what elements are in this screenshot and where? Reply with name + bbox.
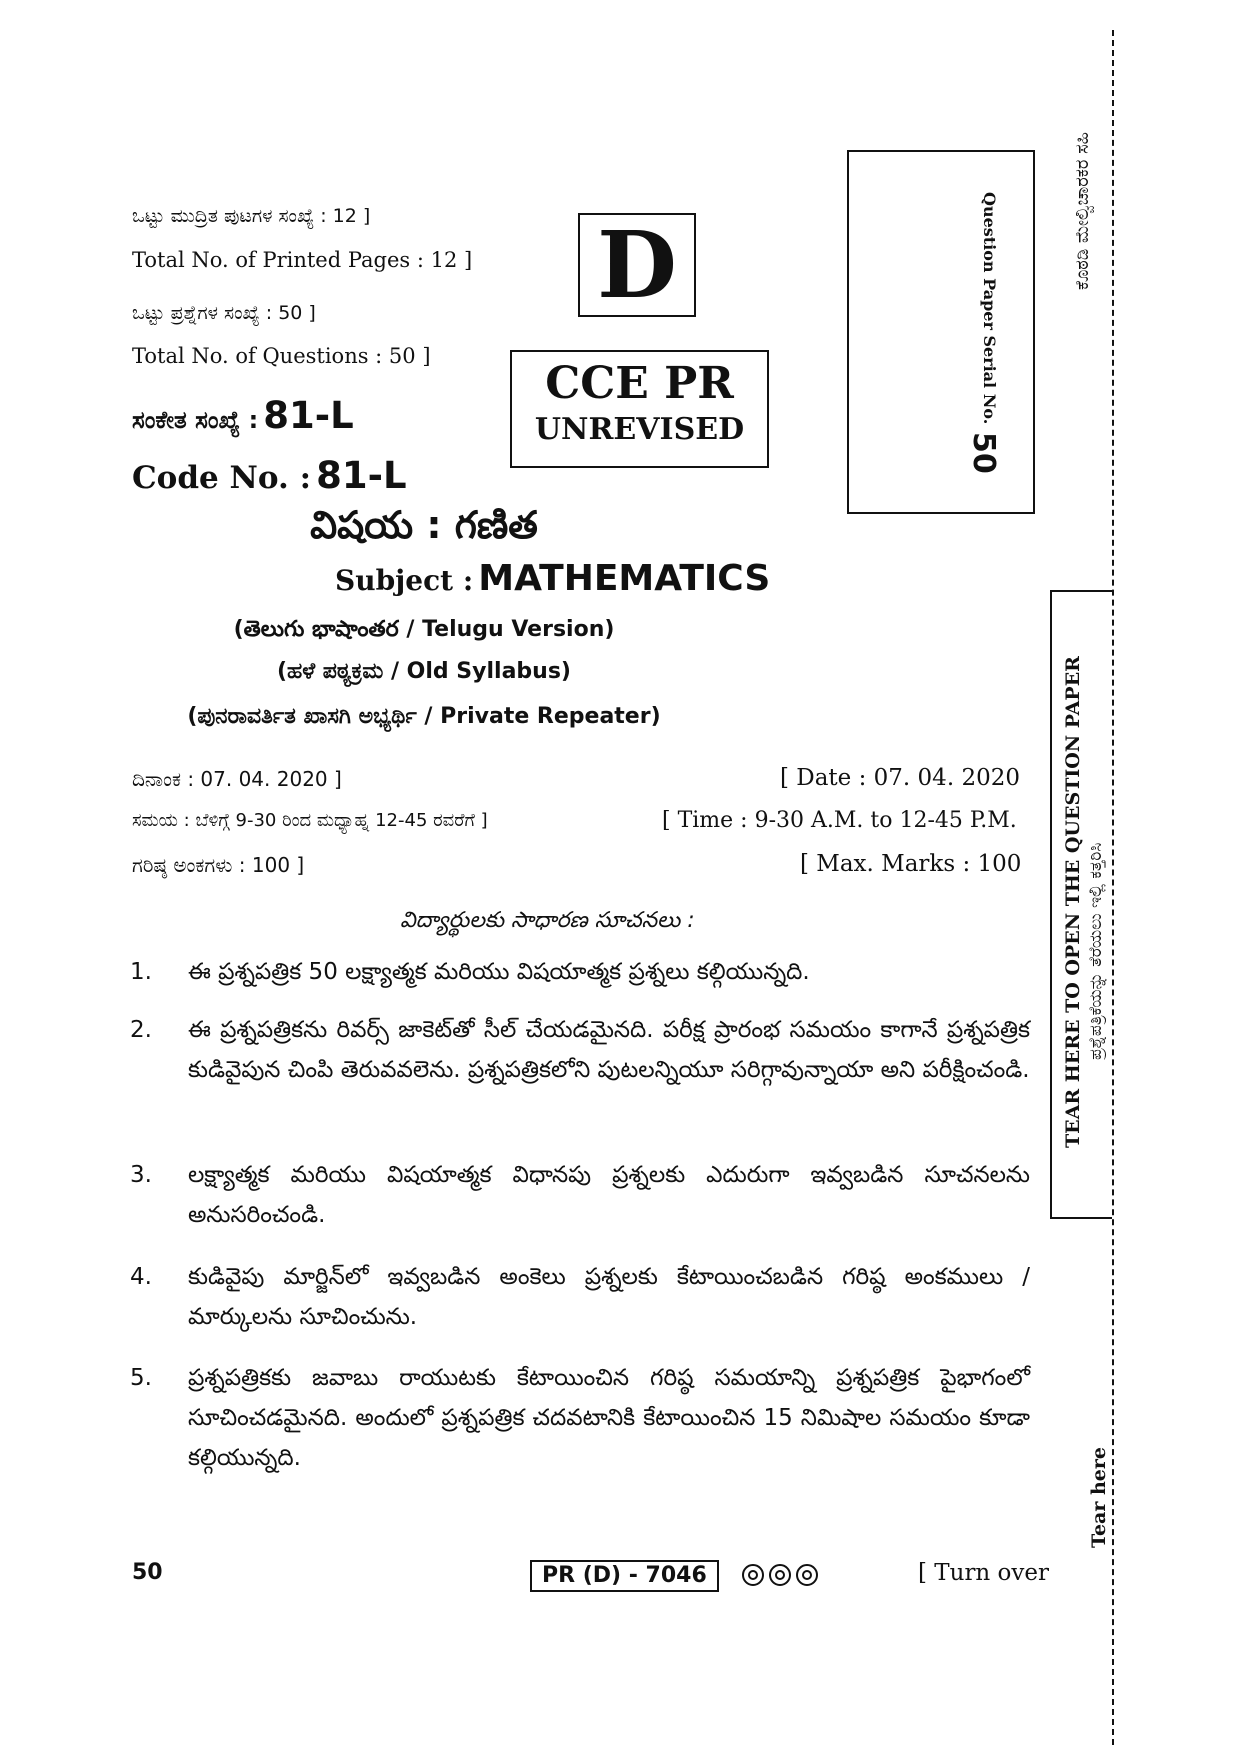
version-letter-box [578, 213, 696, 317]
subject-value: MATHEMATICS [478, 558, 771, 599]
instruction-item [130, 1257, 1030, 1337]
private-repeater-line: (ಪುನರಾವರ್ತಿತ ಖಾಸಗಿ ಅಭ್ಯರ್ಥಿ / Private Repeater) [187, 704, 661, 729]
printed-pages-english: Total No. of Printed Pages : 12 ] [132, 248, 473, 272]
serial-number-box [847, 150, 1035, 514]
serial-number-value: 50 [966, 432, 1001, 474]
instruction-number: 1. [130, 959, 152, 985]
turn-over-label: [ Turn over [918, 1560, 1050, 1586]
instruction-text: కుడివైపు మార్జిన్‌లో ఇవ్వబడిన అంకెలు ప్రశ్నలకు కేటాయించబడిన గరిష్ఠ అంకములు / మార్కులను సూచించును. [188, 1264, 1030, 1330]
max-marks-english: [ Max. Marks : 100 [800, 851, 1022, 877]
instruction-number: 4. [130, 1264, 152, 1290]
decorative-flowers-icon [740, 1562, 820, 1592]
paper-code: PR (D) - 7046 [530, 1560, 719, 1592]
tear-here-label: Tear here [1088, 1447, 1110, 1548]
instruction-text: లక్ష్యాత్మక మరియు విషయాత్మక విధానపు ప్రశ్నలకు ఎదురుగా ఇవ్వబడిన సూచనలను అనుసరించండి. [188, 1162, 1030, 1228]
instructions-heading: విద్యార్థులకు సాధారణ సూచనలు : [400, 908, 695, 933]
code-english-label: Code No. : [132, 460, 312, 496]
unrevised-label: UNREVISED [534, 412, 745, 447]
footer-page-number: 50 [132, 1560, 163, 1585]
instruction-number: 3. [130, 1162, 152, 1188]
instruction-item [130, 1010, 1030, 1090]
invigilator-signature-label: ಕೊಠಡಿ ಮೇಲ್ವಿಚಾರಕರ ಸಹಿ [1072, 131, 1093, 290]
date-english: [ Date : 07. 04. 2020 [780, 765, 1020, 791]
instruction-item [130, 1358, 1030, 1478]
max-marks-kannada: ಗರಿಷ್ಠ ಅಂಕಗಳು : 100 ] [132, 853, 305, 877]
version-letter: D [597, 211, 677, 319]
code-english-value: 81-L [316, 454, 407, 497]
code-number-english [132, 454, 407, 497]
subject-english [335, 558, 770, 599]
instruction-text: ఈ ప్రశ్నపత్రిక 50 లక్ష్యాత్మక మరియు విషయాత్మక ప్రశ్నలు కల్గియున్నది. [188, 959, 810, 985]
instruction-item [130, 1155, 1030, 1235]
subject-telugu: విషయ : గణిత [310, 503, 538, 547]
tear-instruction-english: TEAR HERE TO OPEN THE QUESTION PAPER [1062, 656, 1084, 1148]
instruction-number: 5. [130, 1365, 152, 1391]
telugu-version-line: (తెలుగు భాషాంతర / Telugu Version) [233, 617, 615, 642]
instruction-item [130, 952, 1030, 992]
instruction-number: 2. [130, 1017, 152, 1043]
cce-pr-box [510, 350, 769, 468]
serial-number-label: Question Paper Serial No. [980, 192, 999, 425]
tear-instruction-kannada: ಪ್ರಶ್ನೆಪತ್ರಿಕೆಯನ್ನು ತೆರೆಯಲು ಇಲ್ಲಿ ಕತ್ತರಿಸಿ [1086, 842, 1106, 1060]
code-kannada-label: ಸಂಕೇತ ಸಂಖ್ಯೆ : [132, 406, 259, 434]
code-number-kannada [132, 394, 354, 437]
total-questions-english: Total No. of Questions : 50 ] [132, 344, 431, 368]
time-english: [ Time : 9-30 A.M. to 12-45 P.M. [662, 808, 1017, 833]
tear-dashed-line [1112, 30, 1114, 1745]
date-kannada: ದಿನಾಂಕ : 07. 04. 2020 ] [132, 767, 342, 791]
old-syllabus-line: (ಹಳೆ ಪಠ್ಯಕ್ರಮ / Old Syllabus) [277, 659, 571, 684]
time-kannada: ಸಮಯ : ಬೆಳಿಗ್ಗೆ 9-30 ರಿಂದ ಮಧ್ಯಾಹ್ನ 12-45 ರವರೆಗೆ ] [132, 810, 488, 831]
total-questions-kannada: ಒಟ್ಟು ಪ್ರಶ್ನೆಗಳ ಸಂಖ್ಯೆ : 50 ] [132, 302, 316, 324]
cce-pr-title: CCE PR [545, 358, 734, 409]
printed-pages-kannada: ಒಟ್ಟು ಮುದ್ರಿತ ಪುಟಗಳ ಸಂಖ್ಯೆ : 12 ] [132, 205, 371, 227]
instruction-text: ప్రశ్నపత్రికకు జవాబు రాయుటకు కేటాయించిన గరిష్ఠ సమయాన్ని ప్రశ్నపత్రిక పైభాగంలో సూచించడమైనది. అందులో ప్రశ్నపత్రిక చదవటానికి కేటాయించిన 15 నిమిషాల సమయం కూడా కల్గియున్నది. [188, 1365, 1030, 1471]
subject-label: Subject : [335, 564, 474, 597]
instruction-text: ఈ ప్రశ్నపత్రికను రివర్స్ జాకెట్‌తో సీల్ చేయడమైనది. పరీక్ష ప్రారంభ సమయం కాగానే ప్రశ్నపత్రిక కుడివైపున చింపి తెరువవలెను. ప్రశ్నపత్రికలోని పుటలన్నియూ సరిగ్గావున్నాయా అని పరీక్షించండి. [188, 1017, 1030, 1083]
code-kannada-value: 81-L [263, 394, 354, 437]
